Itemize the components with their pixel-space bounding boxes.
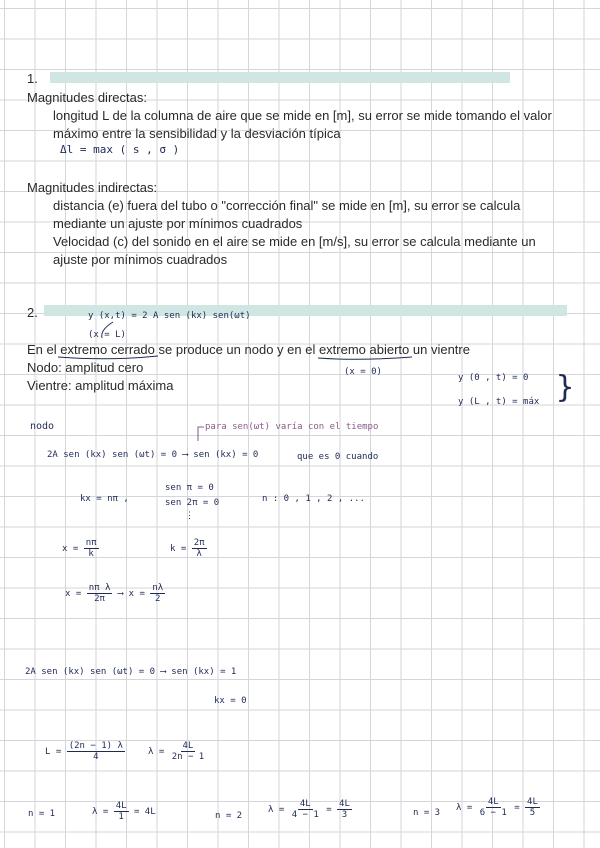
indirectas-title: Magnitudes indirectas: [27,180,158,195]
nodo-line: Nodo: amplitud cero [27,360,144,375]
vientre-equation: 2A sen (kx) sen (ωt) = 0 ⟶ sen (kx) = 1 [25,667,237,677]
x-fraction: x = $\frac{n\pi}{k}$ [62,538,97,559]
n3-label: n = 3 [413,808,441,818]
n3-lambda: λ = $\frac{4L}{6 - 1}$ = $\frac{4L}{5}$ [456,797,538,818]
sen-2pi: sen 2π = 0 [165,498,220,508]
n1-label: n = 1 [28,809,56,819]
nodo-equation: 2A sen (kx) sen (ωt) = 0 ⟶ sen (kx) = 0 [47,450,259,460]
nodo-label: nodo [30,421,55,432]
n-values: n : 0 , 1 , 2 , ... [262,494,365,504]
extremo-line: En el extremo cerrado se produce un nodo y en el extremo abierto un vientre [27,342,470,357]
x-equals-L: (x = L) [88,330,126,340]
directas-title: Magnitudes directas: [27,90,147,105]
kx-n-pi: kx = nπ , [80,494,129,504]
kx-zero: kx = 0 [214,696,247,706]
section-2-number: 2. [27,305,38,320]
delta-formula: Δl = max ( s , σ ) [60,143,180,156]
L-fraction: L = $\frac{(2n - 1) \lambda}{4}$ [45,741,123,762]
que-es-cuando: que es 0 cuando [297,452,379,462]
n2-label: n = 2 [215,811,243,821]
wave-equation: y (x,t) = 2 A sen (kx) sen(ωt) [88,311,251,321]
conditions-brace: } [556,370,575,405]
x-substitution: x = $\frac{\text{nπ λ}}{2\pi}$ ⟶ x = $\frac{n\lambda}{2}$ [65,583,164,604]
x-equals-0: (x = 0) [344,367,382,377]
vertical-dots: ⋮ [185,511,194,521]
n2-lambda: λ = $\frac{4L}{4 - 1}$ = $\frac{4L}{3}$ [268,799,350,820]
condition-1: y (0 , t) = 0 [458,373,529,383]
indirectas-line-1: distancia (e) fuera del tubo o "corrección final" se mide en [m], su error se calcula [53,198,521,213]
indirectas-line-4: ajuste por mínimos cuadrados [53,252,228,267]
para-note: para sen(ωt) varía con el tiempo [205,422,379,432]
n1-lambda: λ = $\frac{4L}{1}$ = 4L [92,801,156,822]
indirectas-line-2: mediante un ajuste por mínimos cuadrados [53,216,303,231]
vientre-line: Vientre: amplitud máxima [27,378,174,393]
section-1-number: 1. [27,71,38,86]
k-fraction: k = $\frac{2\pi}{\lambda}$ [170,538,205,559]
condition-2: y (L , t) = máx [458,397,540,407]
directas-line-2: máximo entre la sensibilidad y la desviación típica [53,126,341,141]
section-1-highlight [50,72,510,83]
lambda-fraction: λ = $\frac{4L}{2n - 1}$ [148,741,205,762]
sen-pi: sen π = 0 [165,483,214,493]
directas-line-1: longitud L de la columna de aire que se mide en [m], su error se mide tomando el valor [53,108,552,123]
indirectas-line-3: Velocidad (c) del sonido en el aire se mide en [m/s], su error se calcula mediante un [53,234,536,249]
